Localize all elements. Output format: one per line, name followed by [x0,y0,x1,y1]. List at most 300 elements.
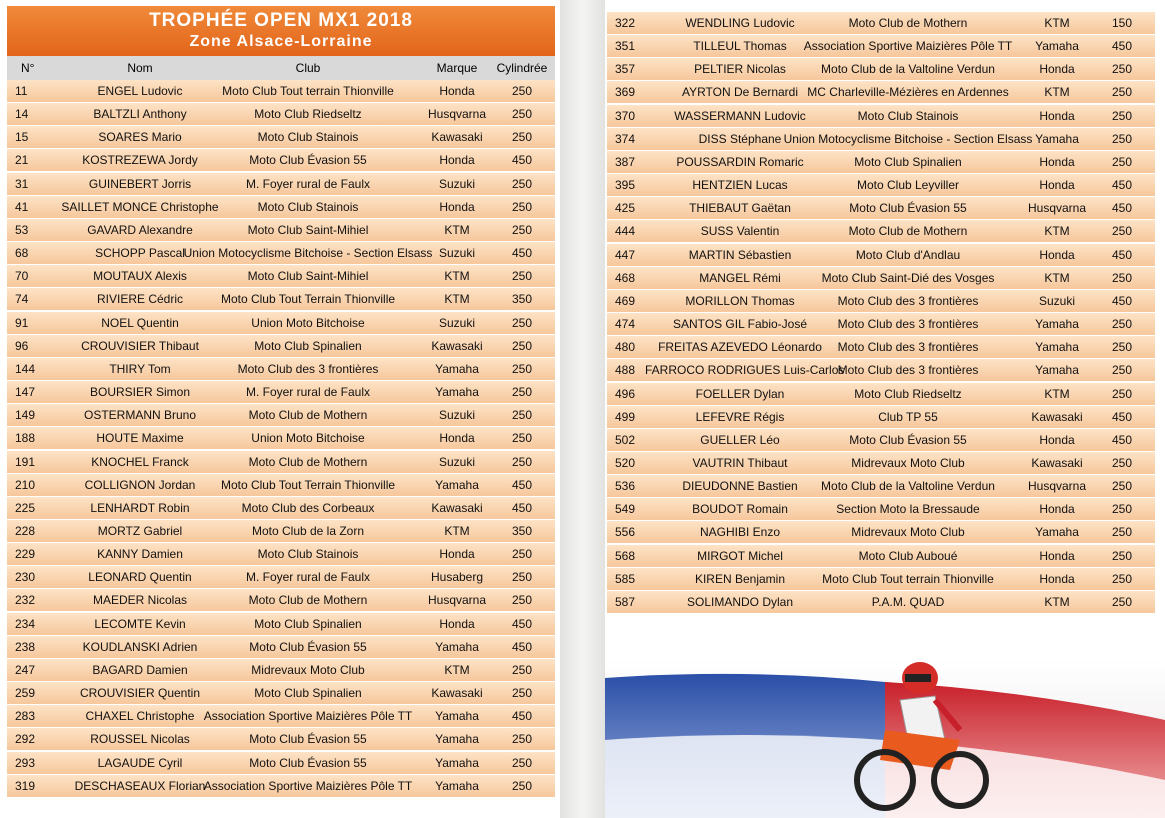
cell-cylindree: 250 [511,732,533,747]
cell-nom: HENTZIEN Lucas [692,178,788,193]
table-row [607,545,1155,567]
cell-club: Moto Club Auboué [858,548,958,563]
cell-no: 191 [15,454,36,469]
cell-cylindree: 250 [1111,85,1133,100]
cell-nom: POUSSARDIN Romaric [676,154,804,169]
cell-no: 229 [15,547,36,562]
cell-no: 68 [15,246,29,261]
cell-cylindree: 450 [1111,178,1133,193]
cell-cylindree: 250 [1111,340,1133,355]
cell-no: 21 [15,153,29,168]
cell-club: Union Motocyclisme Bitchoise - Section Elsass [783,131,1033,146]
cell-cylindree: 250 [1111,594,1133,609]
cell-club: Moto Club Spinalien [254,338,362,353]
table-row [607,290,1155,312]
table-row [7,242,555,264]
cell-nom: MORTZ Gabriel [97,523,183,538]
cell-club: Moto Club de la Valtoline Verdun [821,62,995,77]
cell-no: 228 [15,523,36,538]
cell-nom: ENGEL Ludovic [97,84,183,98]
cell-no: 149 [15,408,36,423]
cell-no: 469 [615,293,636,308]
cell-nom: DIEUDONNE Bastien [682,479,798,494]
cell-marque: Suzuki [438,315,476,330]
cell-no: 283 [15,709,36,724]
cell-marque: Honda [1039,571,1075,586]
cell-cylindree: 450 [1111,247,1133,262]
cell-club: Moto Club Tout Terrain Thionville [220,477,396,492]
cell-club: Moto Club Tout terrain Thionville [222,84,394,98]
cell-marque: KTM [444,222,470,237]
cell-nom: KOSTREZEWA Jordy [82,153,198,168]
cell-club: Association Sportive Maizières Pôle TT [803,39,1013,54]
cell-club: Moto Club d'Andlau [855,247,961,262]
cell-marque: Honda [439,431,475,446]
cell-no: 444 [615,224,636,239]
cell-nom: THIEBAUT Gaëtan [689,201,791,216]
cell-marque: Yamaha [435,732,479,747]
table-row [7,126,555,148]
cell-nom: FREITAS AZEVEDO Léonardo [658,340,822,355]
cell-no: 259 [15,686,36,701]
cell-nom: BOURSIER Simon [89,385,191,400]
cell-no: 587 [615,594,636,609]
cell-nom: SAILLET MONCE Christophe [61,199,219,214]
cell-marque: Yamaha [1035,363,1079,378]
cell-marque: Suzuki [438,454,476,469]
cell-nom: CROUVISIER Thibaut [81,338,199,353]
table-row [607,568,1155,590]
cell-marque: Husqvarna [1027,201,1087,216]
cell-cylindree: 450 [1111,293,1133,308]
cell-nom: MOUTAUX Alexis [93,269,187,284]
table-row [607,151,1155,173]
cell-marque: KTM [1044,270,1070,285]
cell-no: 468 [615,270,636,285]
cell-nom: SANTOS GIL Fabio-José [672,317,808,332]
cell-cylindree: 250 [511,778,533,793]
cell-cylindree: 450 [511,500,533,515]
title-banner [7,6,555,56]
cell-cylindree: 250 [1111,455,1133,470]
cell-club: Moto Club Tout Terrain Thionville [220,292,396,307]
cell-club: Moto Club Stainois [257,130,359,145]
cell-cylindree: 250 [1111,154,1133,169]
cell-no: 238 [15,639,36,654]
motocross-photo [605,660,1165,818]
table-row [7,682,555,704]
table-row [7,451,555,473]
cell-cylindree: 250 [511,547,533,562]
cell-no: 247 [15,662,36,677]
cell-cylindree: 250 [511,361,533,376]
table-row [7,613,555,635]
cell-nom: LAGAUDE Cyril [97,755,183,770]
cell-marque: Honda [1039,502,1075,517]
cell-club: Moto Club de Mothern [848,224,968,239]
cell-no: 188 [15,431,36,446]
cell-no: 91 [15,315,29,330]
motocross-illustration [605,660,1165,818]
cell-club: Moto Club Saint-Mihiel [247,222,369,237]
cell-cylindree: 450 [511,639,533,654]
cell-marque: Suzuki [1038,293,1076,308]
cell-club: Moto Club Saint-Dié des Vosges [821,270,995,285]
cell-no: 556 [615,525,636,540]
cell-club: Moto Club Évasion 55 [249,153,367,168]
cell-marque: Honda [439,84,475,98]
cell-cylindree: 250 [511,431,533,446]
cell-no: 225 [15,500,36,515]
cell-club: Moto Club Stainois [257,199,359,214]
col-no: N° [21,61,35,75]
table-row [607,429,1155,451]
cell-no: 74 [15,292,29,307]
cell-nom: GAVARD Alexandre [87,222,193,237]
cell-club: Midrevaux Moto Club [851,525,965,540]
cell-club: Union Motocyclisme Bitchoise - Section Elsass [183,246,433,261]
cell-cylindree: 450 [511,709,533,724]
cell-cylindree: 250 [511,755,533,770]
cell-nom: KIREN Benjamin [694,571,786,586]
table-row [607,406,1155,428]
cell-no: 425 [615,201,636,216]
cell-marque: Honda [1039,178,1075,193]
cell-cylindree: 350 [511,523,533,538]
table-row [607,336,1155,358]
cell-cylindree: 250 [511,593,533,608]
cell-cylindree: 450 [1111,432,1133,447]
table-row [7,404,555,426]
cell-cylindree: 450 [1111,409,1133,424]
cell-marque: KTM [444,523,470,538]
cell-club: Moto Club Évasion 55 [249,755,367,770]
cell-no: 374 [615,131,636,146]
cell-marque: Kawasaki [431,686,483,701]
col-cylindree: Cylindrée [496,61,548,75]
cell-nom: MORILLON Thomas [685,293,795,308]
col-club: Club [295,61,321,75]
cell-marque: Yamaha [435,477,479,492]
cell-no: 568 [615,548,636,563]
cell-nom: LEONARD Quentin [88,570,192,585]
cell-nom: KOUDLANSKI Adrien [82,639,198,654]
cell-marque: Suzuki [438,408,476,423]
cell-marque: Kawasaki [431,500,483,515]
cell-cylindree: 250 [511,84,533,98]
cell-no: 41 [15,199,29,214]
table-row [607,498,1155,520]
left-entry-table [7,80,555,798]
table-row [7,728,555,750]
cell-club: Moto Club Spinalien [254,616,362,631]
cell-cylindree: 250 [511,269,533,284]
table-row [607,12,1155,34]
cell-no: 147 [15,385,36,400]
cell-cylindree: 250 [1111,548,1133,563]
cell-cylindree: 450 [511,616,533,631]
cell-marque: Honda [1039,432,1075,447]
table-row [7,196,555,218]
table-row [7,80,555,102]
cell-no: 53 [15,222,29,237]
cell-marque: Kawasaki [1031,455,1083,470]
cell-cylindree: 250 [1111,363,1133,378]
cell-club: Moto Club Tout terrain Thionville [822,571,994,586]
table-row [607,359,1155,381]
cell-nom: COLLIGNON Jordan [84,477,196,492]
cell-no: 11 [15,84,28,98]
cell-cylindree: 250 [511,408,533,423]
cell-club: Section Moto la Bressaude [836,502,980,517]
cell-marque: Yamaha [1035,317,1079,332]
cell-cylindree: 250 [1111,479,1133,494]
cell-club: Moto Club des 3 frontières [837,317,979,332]
cell-no: 480 [615,340,636,355]
cell-cylindree: 250 [511,130,533,145]
cell-nom: SCHOPP Pascal [95,246,185,261]
cell-nom: TILLEUL Thomas [693,39,787,54]
cell-club: Midrevaux Moto Club [851,455,965,470]
cell-no: 549 [615,502,636,517]
cell-cylindree: 250 [511,686,533,701]
table-row [607,105,1155,127]
cell-club: Midrevaux Moto Club [251,662,365,677]
cell-no: 585 [615,571,636,586]
col-nom: Nom [127,61,153,75]
cell-marque: Kawasaki [431,338,483,353]
table-row [607,452,1155,474]
cell-nom: FARROCO RODRIGUES Luis-Carlos [645,363,845,378]
cell-marque: Honda [1039,108,1075,123]
table-row [607,81,1155,103]
cell-club: Moto Club des Corbeaux [241,500,375,515]
table-row [7,636,555,658]
cell-club: Union Moto Bitchoise [251,431,365,446]
cell-club: Moto Club Riedseltz [854,386,962,401]
cell-cylindree: 450 [511,153,533,168]
cell-nom: RIVIERE Cédric [96,292,184,307]
cell-club: Moto Club Spinalien [854,154,962,169]
cell-marque: Honda [439,616,475,631]
cell-marque: Yamaha [1035,340,1079,355]
cell-marque: Yamaha [435,361,479,376]
cell-no: 370 [615,108,636,123]
cell-no: 395 [615,178,636,193]
cell-marque: KTM [444,269,470,284]
cell-nom: LECOMTE Kevin [94,616,186,631]
cell-club: Moto Club Spinalien [254,686,362,701]
cell-club: Moto Club Saint-Mihiel [247,269,369,284]
table-row [607,35,1155,57]
table-row [7,103,555,125]
cell-nom: DISS Stéphane [698,131,782,146]
cell-no: 502 [615,432,636,447]
cell-marque: Husqvarna [427,107,487,122]
cell-marque: Husqvarna [1027,479,1087,494]
cell-no: 536 [615,479,636,494]
cell-nom: MARTIN Sébastien [688,247,792,262]
table-row [7,543,555,565]
table-row [607,267,1155,289]
cell-nom: CHAXEL Christophe [85,709,195,724]
cell-nom: GUINEBERT Jorris [88,176,192,191]
cell-marque: Honda [439,153,475,168]
cell-marque: KTM [444,292,470,307]
cell-nom: LENHARDT Robin [90,500,190,515]
table-row [607,128,1155,150]
cell-club: Moto Club Stainois [257,547,359,562]
cell-no: 292 [15,732,36,747]
cell-nom: HOUTE Maxime [96,431,184,446]
cell-club: M. Foyer rural de Faulx [245,385,371,400]
cell-no: 369 [615,85,636,100]
cell-cylindree: 250 [511,662,533,677]
cell-marque: KTM [1044,386,1070,401]
column-header [7,56,555,80]
cell-nom: GUELLER Léo [700,432,780,447]
table-row [607,220,1155,242]
table-row [7,566,555,588]
banner-title: TROPHÉE OPEN MX1 2018 [149,10,413,31]
cell-no: 499 [615,409,636,424]
cell-nom: ROUSSEL Nicolas [90,732,190,747]
cell-nom: FOELLER Dylan [695,386,785,401]
cell-cylindree: 250 [1111,525,1133,540]
cell-cylindree: 150 [1111,16,1133,30]
cell-cylindree: 250 [1111,502,1133,517]
cell-club: Club TP 55 [878,409,938,424]
table-row [607,591,1155,613]
table-row [7,474,555,496]
cell-cylindree: 250 [511,107,533,122]
table-row [7,288,555,310]
cell-no: 70 [15,269,29,284]
cell-no: 96 [15,338,29,353]
cell-nom: NOEL Quentin [101,315,179,330]
cell-nom: KNOCHEL Franck [91,454,189,469]
cell-cylindree: 450 [511,246,533,261]
cell-no: 15 [15,130,29,145]
cell-cylindree: 250 [511,199,533,214]
cell-club: Union Moto Bitchoise [251,315,365,330]
cell-club: Moto Club Riedseltz [254,107,362,122]
cell-club: Association Sportive Maizières Pôle TT [203,709,413,724]
left-page [0,0,560,818]
cell-cylindree: 250 [1111,386,1133,401]
cell-no: 232 [15,593,36,608]
table-row [7,752,555,774]
cell-nom: DESCHASEAUX Florian [74,778,206,793]
cell-cylindree: 250 [1111,270,1133,285]
table-row [7,335,555,357]
cell-club: M. Foyer rural de Faulx [245,176,371,191]
cell-nom: PELTIER Nicolas [694,62,786,77]
table-row [7,520,555,542]
cell-club: Moto Club Leyviller [856,178,960,193]
cell-marque: KTM [1044,594,1070,609]
table-row [7,312,555,334]
table-row [7,427,555,449]
cell-marque: KTM [444,662,470,677]
cell-nom: THIRY Tom [109,361,171,376]
cell-no: 447 [615,247,636,262]
table-row [7,173,555,195]
table-row [7,149,555,171]
cell-club: Moto Club de Mothern [248,408,368,423]
cell-club: Moto Club Stainois [857,108,959,123]
table-row [607,383,1155,405]
cell-no: 144 [15,361,36,376]
cell-marque: Yamaha [435,639,479,654]
cell-marque: Husqvarna [427,593,487,608]
cell-nom: NAGHIBI Enzo [699,525,781,540]
cell-marque: Suzuki [438,176,476,191]
cell-club: P.A.M. QUAD [871,594,945,609]
cell-marque: Yamaha [435,755,479,770]
cell-nom: WENDLING Ludovic [685,16,795,30]
cell-club: Moto Club de la Valtoline Verdun [821,479,995,494]
cell-cylindree: 450 [511,477,533,492]
cell-club: Moto Club de Mothern [248,454,368,469]
cell-club: MC Charleville-Mézières en Ardennes [807,85,1009,100]
table-row [7,358,555,380]
cell-no: 488 [615,363,636,378]
cell-no: 293 [15,755,36,770]
cell-no: 357 [615,62,636,77]
cell-cylindree: 250 [1111,571,1133,586]
cell-club: Moto Club des 3 frontières [837,363,979,378]
cell-marque: KTM [1044,224,1070,239]
cell-marque: Yamaha [1035,131,1079,146]
cell-club: Moto Club de Mothern [248,593,368,608]
cell-club: Moto Club de la Zorn [251,523,365,538]
cell-no: 322 [615,16,636,30]
cell-no: 496 [615,386,636,401]
cell-cylindree: 250 [511,385,533,400]
cell-nom: MANGEL Rémi [699,270,781,285]
cell-marque: Honda [439,199,475,214]
table-row [607,58,1155,80]
cell-cylindree: 250 [511,222,533,237]
cell-no: 210 [15,477,36,492]
table-row [607,174,1155,196]
cell-club: Moto Club Évasion 55 [249,639,367,654]
cell-nom: MIRGOT Michel [697,548,783,563]
cell-nom: MAEDER Nicolas [92,593,188,608]
cell-club: Moto Club Évasion 55 [849,432,967,447]
col-marque: Marque [436,61,478,75]
table-row [7,265,555,287]
cell-cylindree: 250 [511,570,533,585]
cell-marque: Yamaha [435,385,479,400]
cell-no: 230 [15,570,36,585]
cell-marque: Kawasaki [431,130,483,145]
cell-no: 234 [15,616,36,631]
table-row [7,381,555,403]
cell-club: Moto Club des 3 frontières [837,340,979,355]
cell-nom: OSTERMANN Bruno [83,408,197,423]
cell-marque: KTM [1044,16,1070,30]
cell-cylindree: 250 [1111,62,1133,77]
cell-nom: BALTZLI Anthony [93,107,187,122]
cell-marque: Honda [1039,548,1075,563]
cell-club: M. Foyer rural de Faulx [245,570,371,585]
table-row [607,244,1155,266]
cell-club: Moto Club des 3 frontières [837,293,979,308]
banner-subtitle: Zone Alsace-Lorraine [189,33,373,50]
cell-marque: Honda [1039,62,1075,77]
